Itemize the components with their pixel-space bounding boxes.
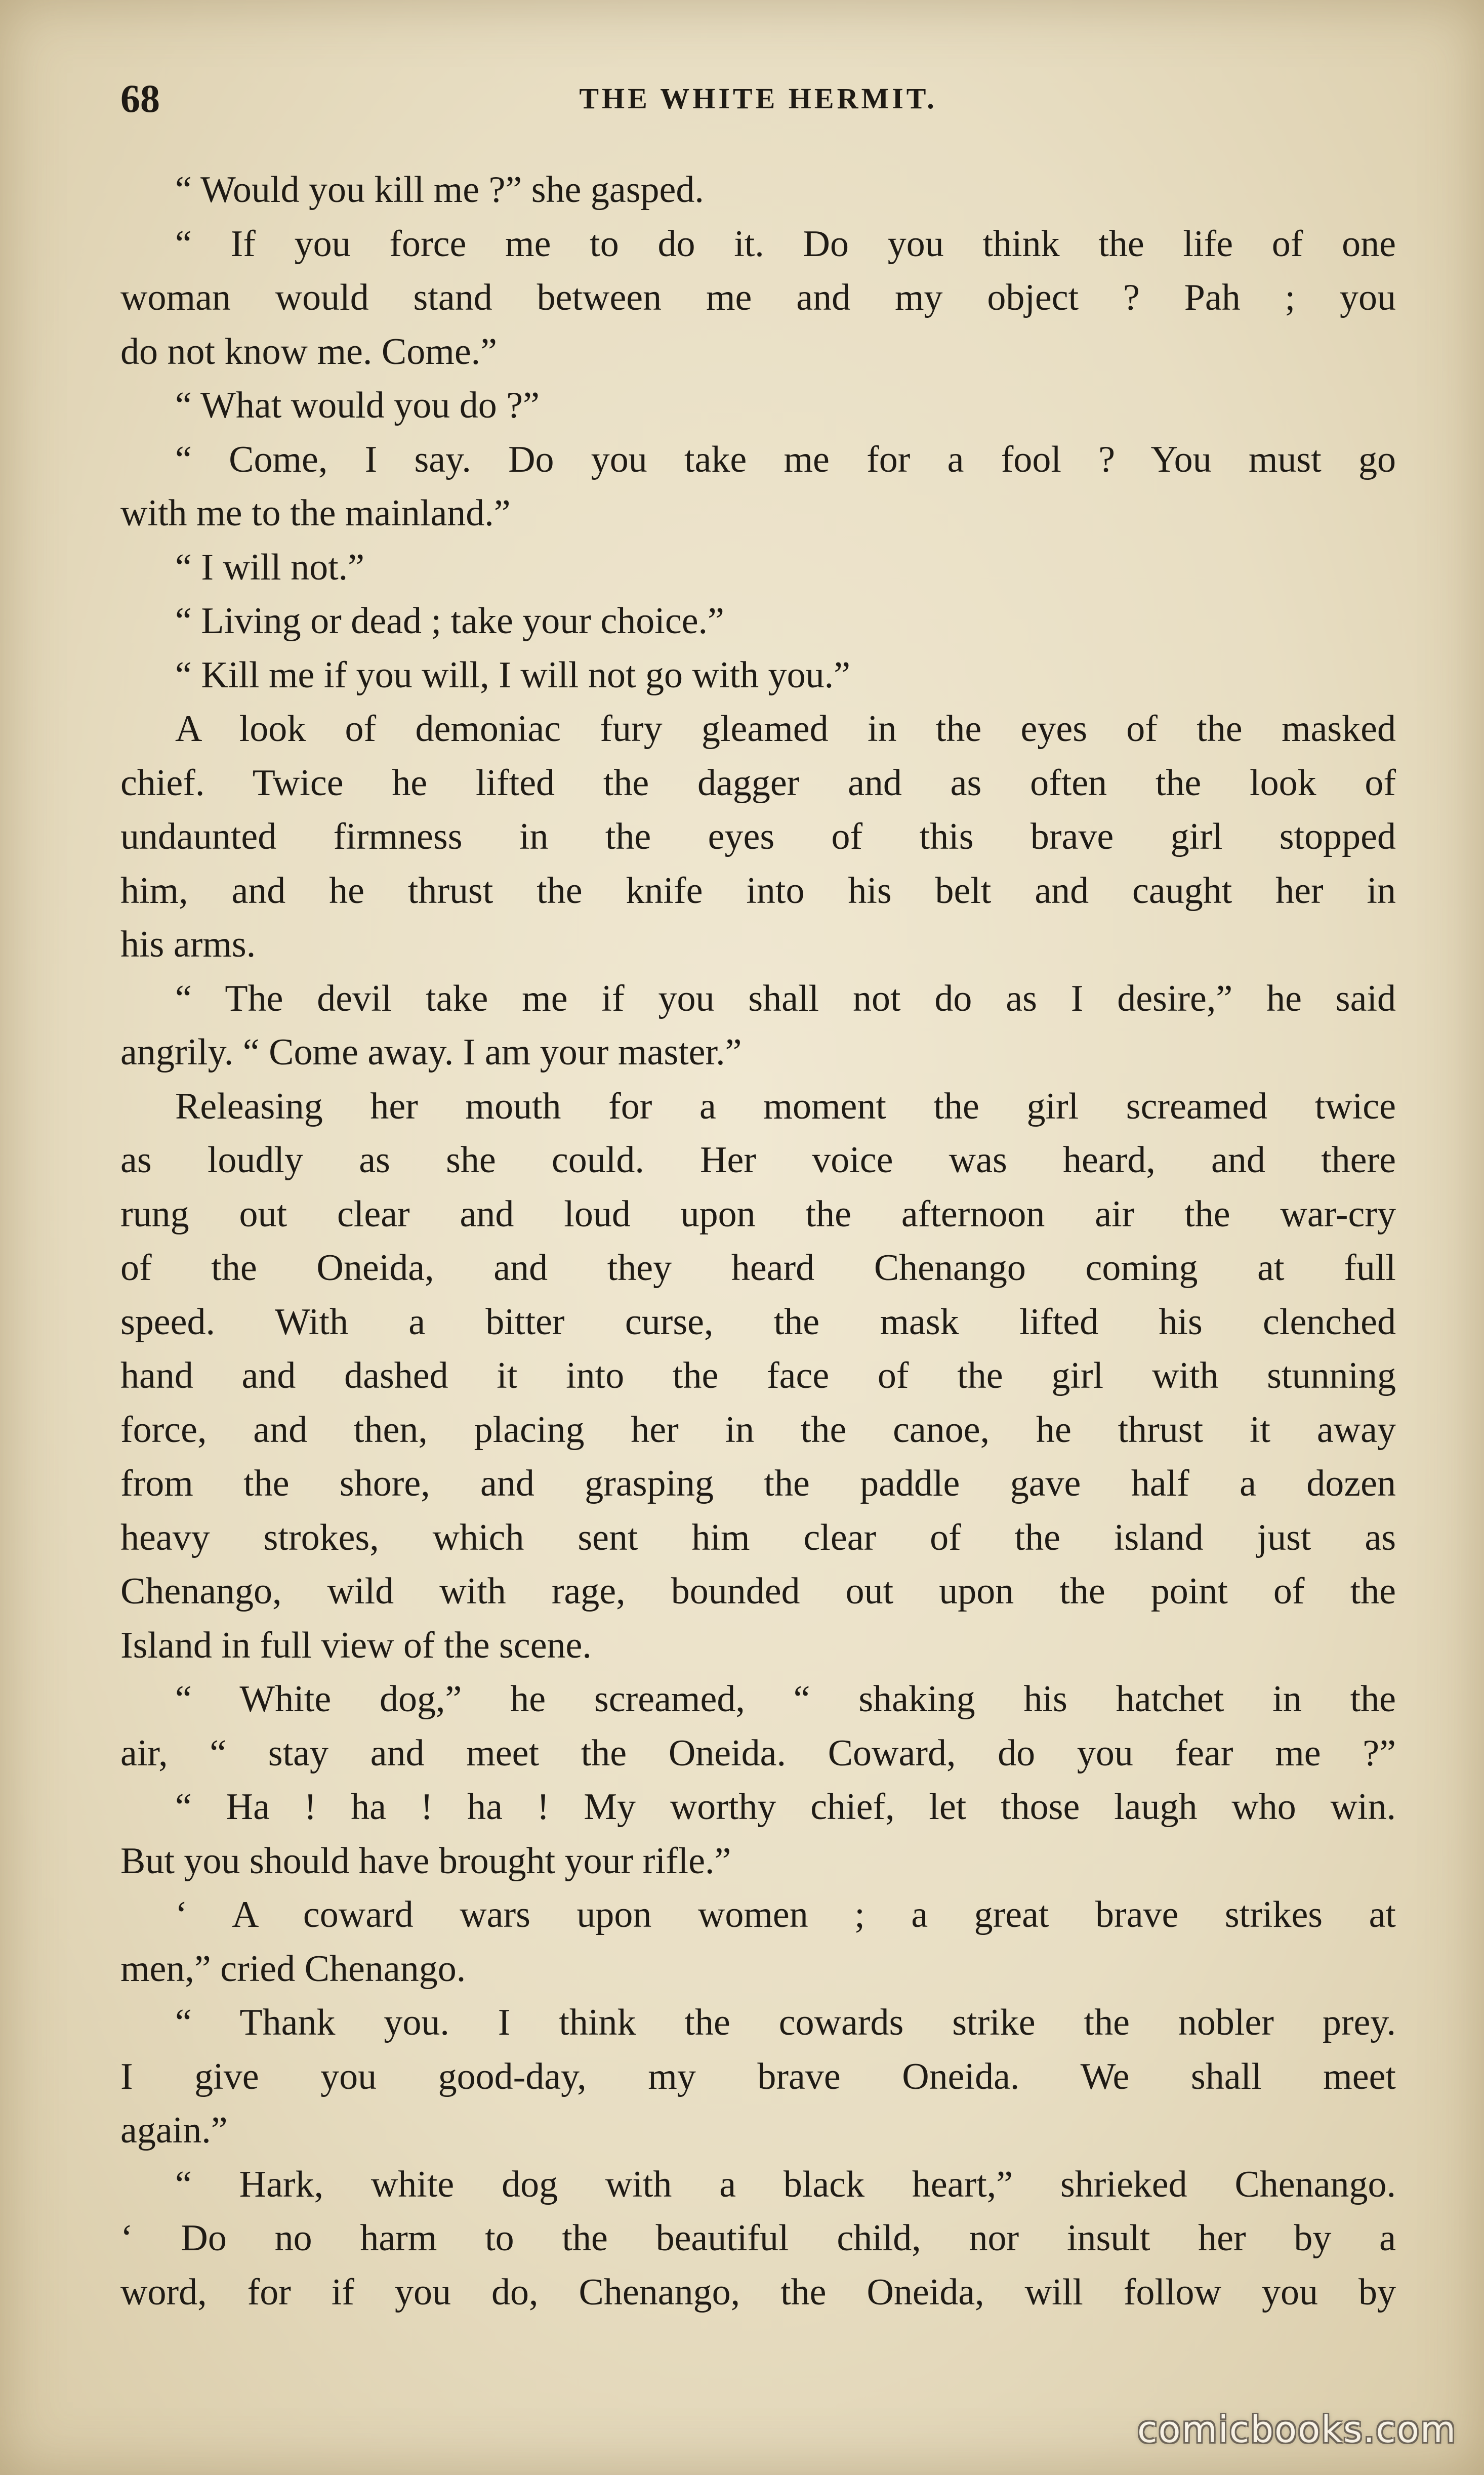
text-line: word, for if you do, Chenango, the Oneida, will follow you by [120, 2271, 1396, 2313]
text-line: “ Come, I say. Do you take me for a fool ? You must go [175, 438, 1396, 480]
text-line: air, “ stay and meet the Oneida. Coward, do you fear me ?” [120, 1732, 1396, 1774]
text-line: speed. With a bitter curse, the mask lifted his clenched [120, 1301, 1396, 1343]
text-line: “ Would you kill me ?” she gasped. [175, 169, 704, 211]
watermark-logo: comicbooks.com [1137, 2408, 1457, 2451]
text-line: “ Ha ! ha ! ha ! My worthy chief, let those laugh who win. [175, 1786, 1396, 1828]
text-line: But you should have brought your rifle.” [120, 1840, 731, 1882]
text-line: “ Kill me if you will, I will not go with you.” [175, 654, 850, 696]
text-line: “ Hark, white dog with a black heart,” shrieked Chenango. [175, 2163, 1396, 2205]
text-line: as loudly as she could. Her voice was heard, and there [120, 1139, 1396, 1181]
running-title: THE WHITE HERMIT. [579, 82, 937, 115]
text-line: angrily. “ Come away. I am your master.” [120, 1032, 742, 1073]
text-line: Releasing her mouth for a moment the girl screamed twice [175, 1085, 1396, 1127]
text-line: “ I will not.” [175, 546, 365, 588]
text-line: “ Living or dead ; take your choice.” [175, 600, 724, 642]
text-line: men,” cried Chenango. [120, 1948, 466, 1990]
text-line: heavy strokes, which sent him clear of the island just as [120, 1516, 1396, 1558]
text-line: “ Thank you. I think the cowards strike the nobler prey. [175, 2002, 1396, 2043]
text-line: force, and then, placing her in the canoe, he thrust it away [120, 1409, 1396, 1451]
text-line: hand and dashed it into the face of the girl with stunning [120, 1355, 1396, 1396]
text-line: with me to the mainland.” [120, 492, 511, 534]
text-line: chief. Twice he lifted the dagger and as often the look of [120, 762, 1396, 804]
text-line: ‘ A coward wars upon women ; a great brave strikes at [175, 1894, 1396, 1935]
text-line: ‘ Do no harm to the beautiful child, nor insult her by a [120, 2217, 1396, 2259]
text-line: his arms. [120, 924, 256, 965]
text-line: “ What would you do ?” [175, 385, 540, 426]
text-line: him, and he thrust the knife into his belt and caught her in [120, 870, 1396, 912]
text-line: woman would stand between me and my object ? Pah ; you [120, 277, 1396, 318]
text-line: A look of demoniac fury gleamed in the eyes of the masked [175, 708, 1396, 750]
text-line: of the Oneida, and they heard Chenango coming at full [120, 1247, 1396, 1289]
text-line: again.” [120, 2110, 228, 2151]
text-line: “ If you force me to do it. Do you think the life of one [175, 223, 1396, 265]
text-line: I give you good-day, my brave Oneida. We shall meet [120, 2055, 1396, 2097]
text-line: do not know me. Come.” [120, 331, 498, 373]
text-line: Island in full view of the scene. [120, 1624, 592, 1666]
body-text [120, 163, 1396, 2319]
text-line: from the shore, and grasping the paddle gave half a dozen [120, 1463, 1396, 1504]
text-line: undaunted firmness in the eyes of this brave girl stopped [120, 816, 1396, 857]
page-number: 68 [120, 76, 160, 120]
text-line: “ The devil take me if you shall not do as I desire,” he said [175, 977, 1396, 1019]
text-line: “ White dog,” he screamed, “ shaking his hatchet in the [175, 1678, 1396, 1720]
text-line: rung out clear and loud upon the afternoon air the war-cry [120, 1193, 1396, 1235]
text-line: Chenango, wild with rage, bounded out upon the point of the [120, 1571, 1396, 1612]
running-head [120, 71, 1396, 127]
